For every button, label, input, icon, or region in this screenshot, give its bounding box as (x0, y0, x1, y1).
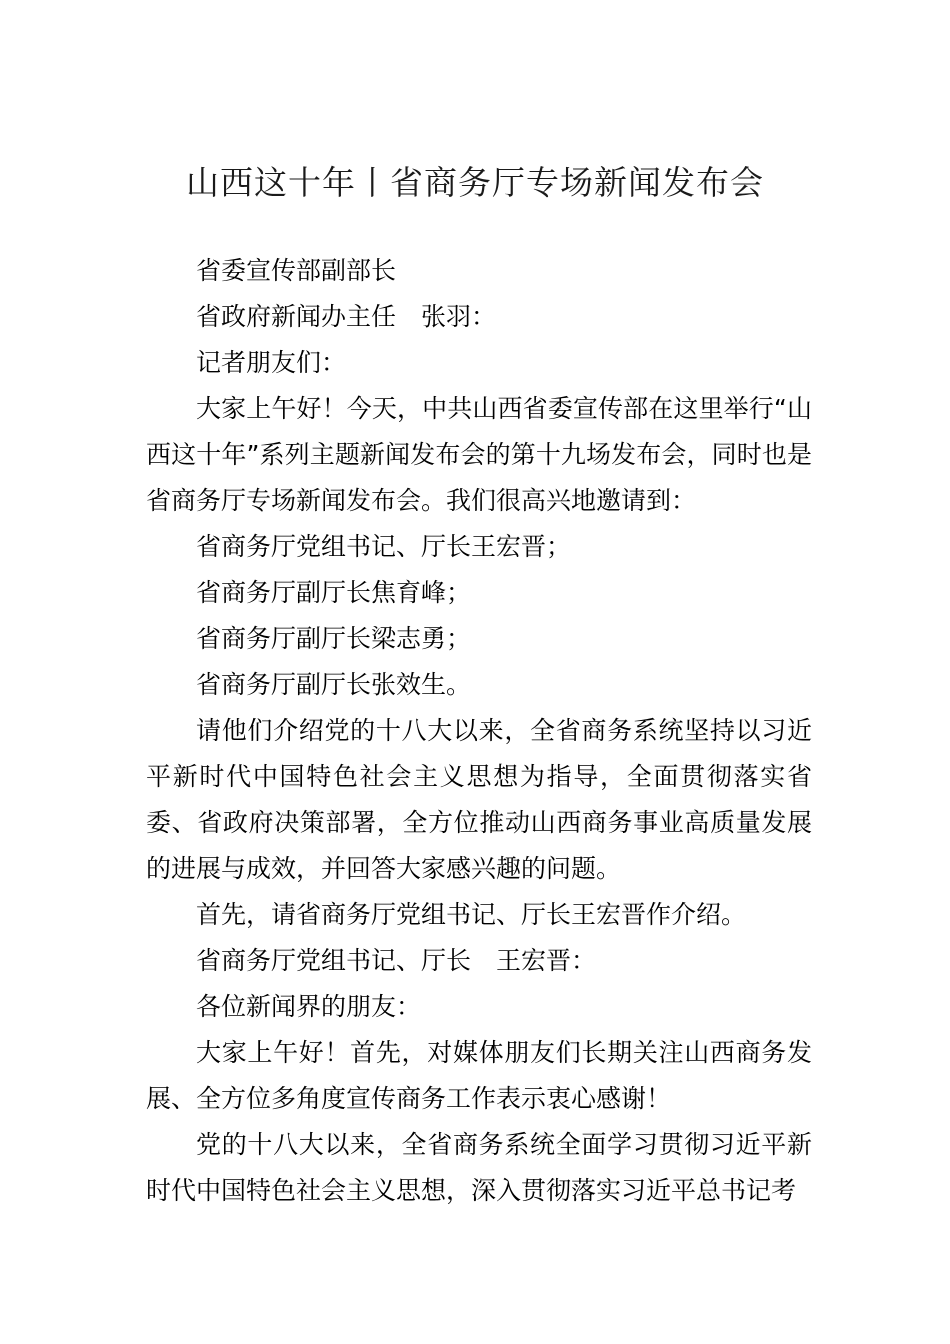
document-title: 山西这十年丨省商务厅专场新闻发布会 (186, 163, 764, 202)
document-body (146, 248, 812, 1214)
paragraph-greeting: 记者朋友们： (196, 348, 347, 377)
paragraph-review: 党的十八大以来，全省商务系统全面学习贯彻习近平新时代中国特色社会主义思想，深入贯彻落实习近平总书记考 (146, 1130, 812, 1205)
paragraph-speaker: 省商务厅党组书记、厅长 王宏晋： (196, 946, 597, 975)
paragraph-opening: 大家上午好！今天，中共山西省委宣传部在这里举行“山西这十年”系列主题新闻发布会的第十九场发布会，同时也是省商务厅专场新闻发布会。我们很高兴地邀请到： (146, 394, 812, 515)
paragraph-purpose: 请他们介绍党的十八大以来，全省商务系统坚持以习近平新时代中国特色社会主义思想为指导，全面贯彻落实省委、省政府决策部署，全方位推动山西商务事业高质量发展的进展与成效，并回答大家感兴趣的问题。 (146, 716, 812, 883)
paragraph-guest-3: 省商务厅副厅长梁志勇； (196, 624, 472, 653)
paragraph-guest-2: 省商务厅副厅长焦育峰； (196, 578, 472, 607)
paragraph-speaker-greeting: 各位新闻界的朋友： (196, 992, 422, 1021)
paragraph-addressee-2: 省政府新闻办主任 张羽： (196, 302, 497, 331)
paragraph-guest-4: 省商务厅副厅长张效生。 (196, 670, 472, 699)
paragraph-guest-1: 省商务厅党组书记、厅长王宏晋； (196, 532, 572, 561)
paragraph-invitation: 首先，请省商务厅党组书记、厅长王宏晋作介绍。 (196, 900, 747, 929)
paragraph-addressee-1: 省委宣传部副部长 (196, 256, 397, 285)
paragraph-thanks: 大家上午好！首先，对媒体朋友们长期关注山西商务发展、全方位多角度宣传商务工作表示衷心感谢！ (146, 1038, 812, 1113)
